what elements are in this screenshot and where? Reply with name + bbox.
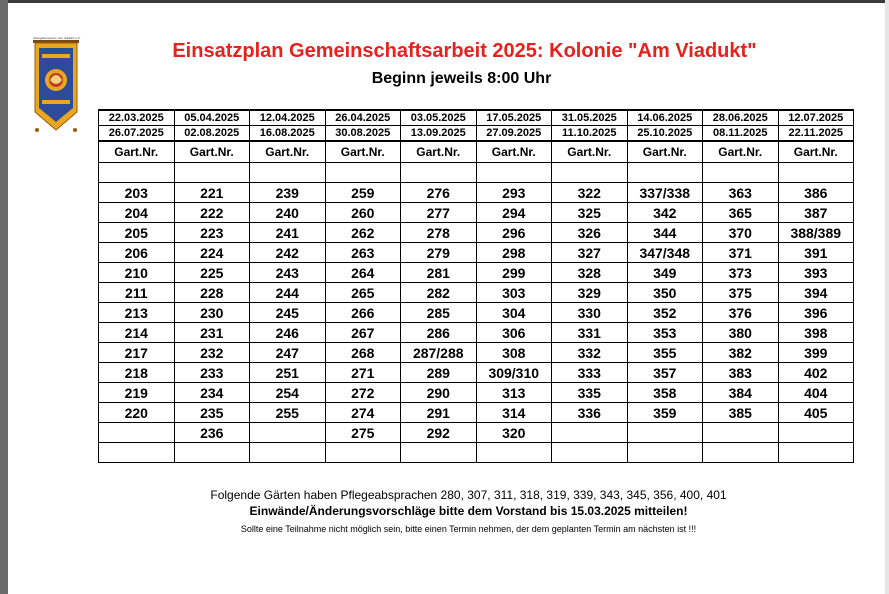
garden-number-cell [778, 423, 854, 443]
column-header-cell: Gart.Nr. [401, 141, 477, 163]
garden-number-cell [401, 443, 477, 463]
garden-number-cell: 393 [778, 263, 854, 283]
garden-number-cell: 342 [627, 203, 703, 223]
garden-number-cell: 206 [99, 243, 175, 263]
garden-number-cell: 396 [778, 303, 854, 323]
table-row [99, 403, 854, 423]
garden-number-cell: 210 [99, 263, 175, 283]
empty-cell [250, 163, 326, 183]
table-row [99, 283, 854, 303]
garden-number-cell: 279 [401, 243, 477, 263]
garden-number-cell: 380 [703, 323, 779, 343]
garden-number-cell: 224 [174, 243, 250, 263]
garden-number-cell: 268 [325, 343, 401, 363]
garden-number-cell: 290 [401, 383, 477, 403]
date-cell: 27.09.2025 [476, 126, 552, 142]
garden-number-cell: 299 [476, 263, 552, 283]
garden-number-cell: 306 [476, 323, 552, 343]
garden-number-cell: 365 [703, 203, 779, 223]
garden-number-cell: 331 [552, 323, 628, 343]
garden-number-cell: 259 [325, 183, 401, 203]
garden-number-cell: 251 [250, 363, 326, 383]
garden-number-cell: 335 [552, 383, 628, 403]
garden-number-cell: 404 [778, 383, 854, 403]
garden-number-cell: 349 [627, 263, 703, 283]
garden-number-cell: 352 [627, 303, 703, 323]
empty-cell [703, 163, 779, 183]
table-row [99, 423, 854, 443]
table-row [99, 443, 854, 463]
date-cell: 02.08.2025 [174, 126, 250, 142]
table-row [99, 263, 854, 283]
garden-number-cell: 278 [401, 223, 477, 243]
date-row-first [99, 110, 854, 126]
garden-number-cell: 355 [627, 343, 703, 363]
garden-number-cell: 294 [476, 203, 552, 223]
garden-number-cell: 242 [250, 243, 326, 263]
garden-number-cell: 391 [778, 243, 854, 263]
table-row [99, 223, 854, 243]
garden-number-cell: 325 [552, 203, 628, 223]
garden-number-cell: 291 [401, 403, 477, 423]
garden-number-cell: 292 [401, 423, 477, 443]
garden-number-cell: 272 [325, 383, 401, 403]
table-row [99, 183, 854, 203]
column-header-cell: Gart.Nr. [250, 141, 326, 163]
garden-number-cell: 205 [99, 223, 175, 243]
table-row [99, 383, 854, 403]
garden-number-cell: 357 [627, 363, 703, 383]
garden-number-cell: 353 [627, 323, 703, 343]
garden-number-cell: 223 [174, 223, 250, 243]
empty-cell [552, 163, 628, 183]
garden-number-cell: 303 [476, 283, 552, 303]
garden-number-cell: 246 [250, 323, 326, 343]
garden-number-cell: 286 [401, 323, 477, 343]
garden-number-cell: 359 [627, 403, 703, 423]
empty-cell [325, 163, 401, 183]
garden-number-cell: 263 [325, 243, 401, 263]
garden-number-cell: 275 [325, 423, 401, 443]
garden-number-cell: 383 [703, 363, 779, 383]
date-cell: 11.10.2025 [552, 126, 628, 142]
garden-number-cell [250, 443, 326, 463]
date-cell: 31.05.2025 [552, 110, 628, 126]
garden-number-cell: 373 [703, 263, 779, 283]
column-header-cell: Gart.Nr. [703, 141, 779, 163]
garden-number-cell: 266 [325, 303, 401, 323]
garden-number-cell: 289 [401, 363, 477, 383]
garden-number-cell: 217 [99, 343, 175, 363]
date-cell: 22.11.2025 [778, 126, 854, 142]
page-title: Einsatzplan Gemeinschaftsarbeit 2025: Kolonie "Am Viadukt" [172, 40, 757, 62]
table-row [99, 203, 854, 223]
viewer-top-border [8, 0, 889, 3]
garden-number-cell: 228 [174, 283, 250, 303]
date-cell: 08.11.2025 [703, 126, 779, 142]
garden-number-cell: 330 [552, 303, 628, 323]
garden-number-cell: 388/389 [778, 223, 854, 243]
garden-number-cell: 308 [476, 343, 552, 363]
garden-number-cell: 333 [552, 363, 628, 383]
garden-number-cell [627, 423, 703, 443]
date-cell: 13.09.2025 [401, 126, 477, 142]
garden-number-cell: 230 [174, 303, 250, 323]
column-header-cell: Gart.Nr. [99, 141, 175, 163]
table-row [99, 363, 854, 383]
garden-number-cell: 221 [174, 183, 250, 203]
empty-cell [627, 163, 703, 183]
garden-number-cell: 384 [703, 383, 779, 403]
column-header-cell: Gart.Nr. [476, 141, 552, 163]
garden-number-cell: 264 [325, 263, 401, 283]
garden-number-cell: 326 [552, 223, 628, 243]
garden-number-cell: 244 [250, 283, 326, 303]
garden-number-cell: 281 [401, 263, 477, 283]
garden-number-cell: 231 [174, 323, 250, 343]
garden-number-cell [476, 443, 552, 463]
garden-number-cell: 328 [552, 263, 628, 283]
empty-cell [99, 163, 175, 183]
garden-number-cell: 402 [778, 363, 854, 383]
garden-number-cell: 255 [250, 403, 326, 423]
date-cell: 22.03.2025 [99, 110, 175, 126]
garden-number-cell: 276 [401, 183, 477, 203]
garden-number-cell: 363 [703, 183, 779, 203]
date-cell: 16.08.2025 [250, 126, 326, 142]
garden-number-cell: 254 [250, 383, 326, 403]
table-row [99, 323, 854, 343]
garden-number-cell: 327 [552, 243, 628, 263]
schedule-table [98, 109, 854, 463]
garden-number-cell: 337/338 [627, 183, 703, 203]
garden-number-cell: 399 [778, 343, 854, 363]
date-cell: 12.04.2025 [250, 110, 326, 126]
garden-number-cell: 282 [401, 283, 477, 303]
garden-number-cell: 398 [778, 323, 854, 343]
garden-number-cell: 265 [325, 283, 401, 303]
garden-number-cell: 277 [401, 203, 477, 223]
garden-number-cell [552, 443, 628, 463]
garden-number-cell: 371 [703, 243, 779, 263]
garden-number-cell [703, 423, 779, 443]
garden-number-cell: 204 [99, 203, 175, 223]
garden-number-cell [250, 423, 326, 443]
date-cell: 30.08.2025 [325, 126, 401, 142]
garden-number-cell: 350 [627, 283, 703, 303]
date-cell: 03.05.2025 [401, 110, 477, 126]
garden-number-cell [99, 443, 175, 463]
garden-number-cell: 285 [401, 303, 477, 323]
garden-number-cell: 236 [174, 423, 250, 443]
garden-number-cell: 245 [250, 303, 326, 323]
garden-number-cell: 387 [778, 203, 854, 223]
garden-number-cell [627, 443, 703, 463]
date-cell: 26.04.2025 [325, 110, 401, 126]
garden-number-cell [703, 443, 779, 463]
garden-number-cell: 233 [174, 363, 250, 383]
garden-number-cell: 358 [627, 383, 703, 403]
garden-number-cell: 241 [250, 223, 326, 243]
date-cell: 25.10.2025 [627, 126, 703, 142]
date-cell: 14.06.2025 [627, 110, 703, 126]
date-cell: 28.06.2025 [703, 110, 779, 126]
date-cell: 05.04.2025 [174, 110, 250, 126]
garden-number-cell: 336 [552, 403, 628, 423]
garden-number-cell: 203 [99, 183, 175, 203]
garden-number-cell: 298 [476, 243, 552, 263]
date-cell: 12.07.2025 [778, 110, 854, 126]
garden-number-cell: 405 [778, 403, 854, 423]
spacer-row [99, 163, 854, 183]
garden-number-cell: 235 [174, 403, 250, 423]
table-row [99, 303, 854, 323]
empty-cell [476, 163, 552, 183]
garden-number-cell: 370 [703, 223, 779, 243]
column-header-cell: Gart.Nr. [778, 141, 854, 163]
garden-number-cell: 213 [99, 303, 175, 323]
garden-number-cell: 225 [174, 263, 250, 283]
garden-number-cell: 329 [552, 283, 628, 303]
garden-number-cell: 262 [325, 223, 401, 243]
date-row-second [99, 126, 854, 142]
garden-number-cell: 220 [99, 403, 175, 423]
garden-number-cell: 347/348 [627, 243, 703, 263]
garden-number-cell: 287/288 [401, 343, 477, 363]
garden-number-cell [552, 423, 628, 443]
page-subtitle: Beginn jeweils 8:00 Uhr [371, 70, 552, 87]
garden-number-cell: 260 [325, 203, 401, 223]
empty-cell [174, 163, 250, 183]
garden-number-cell [174, 443, 250, 463]
date-cell: 26.07.2025 [99, 126, 175, 142]
column-header-cell: Gart.Nr. [325, 141, 401, 163]
garden-number-cell: 222 [174, 203, 250, 223]
garden-number-cell: 211 [99, 283, 175, 303]
logo-caption: Kleingartenverein "Am Viadukt" e.V. [33, 36, 81, 40]
garden-number-cell: 240 [250, 203, 326, 223]
garden-number-cell: 314 [476, 403, 552, 423]
garden-number-cell: 271 [325, 363, 401, 383]
garden-number-cell [778, 443, 854, 463]
date-cell: 17.05.2025 [476, 110, 552, 126]
garden-number-cell: 296 [476, 223, 552, 243]
footer-care-agreements: Folgende Gärten haben Pflegeabsprachen 280, 307, 311, 318, 319, 339, 343, 345, 356, 400, 401 [210, 488, 727, 502]
garden-number-cell: 214 [99, 323, 175, 343]
empty-cell [401, 163, 477, 183]
garden-number-cell: 344 [627, 223, 703, 243]
garden-number-cell: 385 [703, 403, 779, 423]
garden-number-cell: 274 [325, 403, 401, 423]
garden-number-cell: 218 [99, 363, 175, 383]
garden-number-cell: 304 [476, 303, 552, 323]
garden-number-cell: 219 [99, 383, 175, 403]
garden-number-cell: 382 [703, 343, 779, 363]
garden-number-cell: 293 [476, 183, 552, 203]
garden-number-cell: 232 [174, 343, 250, 363]
garden-number-cell: 267 [325, 323, 401, 343]
table-row [99, 243, 854, 263]
footer-participation-note: Sollte eine Teilnahme nicht möglich sein, bitte einen Termin nehmen, der dem geplanten Termin am nächsten ist !!! [240, 524, 697, 534]
column-header-row [99, 141, 854, 163]
garden-number-cell: 375 [703, 283, 779, 303]
table-row [99, 343, 854, 363]
column-header-cell: Gart.Nr. [627, 141, 703, 163]
garden-number-cell [325, 443, 401, 463]
garden-number-cell: 309/310 [476, 363, 552, 383]
garden-number-cell: 376 [703, 303, 779, 323]
garden-number-cell: 332 [552, 343, 628, 363]
garden-number-cell: 386 [778, 183, 854, 203]
garden-number-cell: 313 [476, 383, 552, 403]
garden-number-cell: 243 [250, 263, 326, 283]
column-header-cell: Gart.Nr. [552, 141, 628, 163]
garden-number-cell: 394 [778, 283, 854, 303]
garden-number-cell: 234 [174, 383, 250, 403]
column-header-cell: Gart.Nr. [174, 141, 250, 163]
footer-objections-note: Einwände/Änderungsvorschläge bitte dem Vorstand bis 15.03.2025 mitteilen! [249, 504, 688, 518]
empty-cell [778, 163, 854, 183]
garden-number-cell: 239 [250, 183, 326, 203]
garden-number-cell: 320 [476, 423, 552, 443]
garden-number-cell: 322 [552, 183, 628, 203]
garden-number-cell [99, 423, 175, 443]
garden-number-cell: 247 [250, 343, 326, 363]
